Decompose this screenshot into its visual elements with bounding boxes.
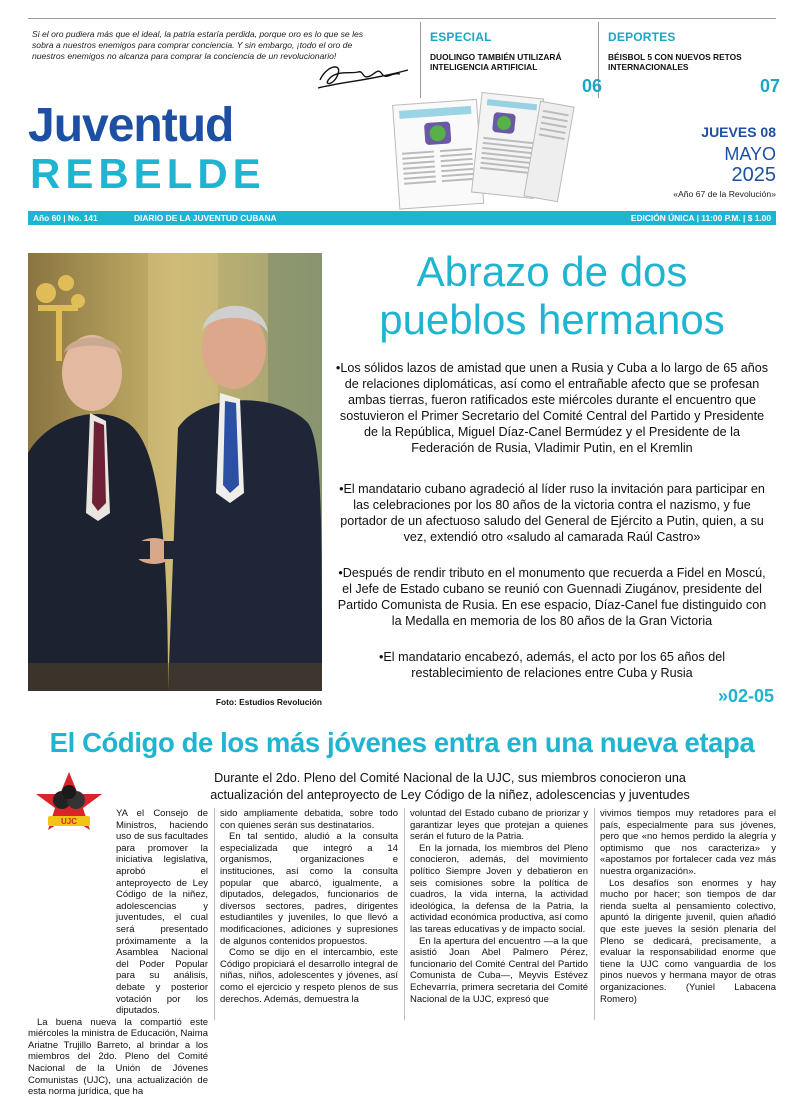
lead-photo [28,253,322,691]
teaser-page: 07 [759,76,780,96]
second-deck: Durante el 2do. Pleno del Comité Nacional de la UJC, sus miembros conocieron una actualización del anteproyecto de Ley Código de la niñez, adolescencias y juventudes [210,771,690,802]
photo-credit: Foto: Estudios Revolución [215,697,322,707]
body-column-3 [410,808,588,1020]
teaser-headline: BÉISBOL 5 CON NUEVOS RETOS INTERNACIONALES [608,52,742,72]
column-rule [594,808,595,1020]
body-paragraph: En la apertura del encuentro —a la que asistió Joan Abel Palmero Pérez, funcionario del Comité Central del Partido Comunista de Cuba—, Meyvis Estévez Echevarría, primera secretaria del Comité Nacional de la UJC, expresó que [410,935,588,1005]
body-paragraph: Los desafíos son enormes y hay mucho por hacer; son tiempos de dar rienda suelta al pensamiento colectivo, apuntó la dirigente juvenil, quien añadió que este jueves la sesión plenaria del Pleno se dedicará, precisamente, a evaluar la responsabilidad enorme que tiene la UJC como vanguardia de los pinos nuevos y hermana mayor de otras organizaciones. (Yuniel Labacena Romero) [600,877,776,1005]
column-rule [404,808,405,1020]
band-edition: EDICIÓN ÚNICA | 11:00 P.M. | $ 1.00 [630,213,771,223]
body-paragraph: YA el Consejo de Ministros, haciendo uso de sus facultades para promover la iniciativa legislativa, aprobó el anteproyecto de Ley Código de la niñez, adolescencias y juventudes, el cual será presentado próximamente a la Asamblea Nacional del Poder Popular para su análisis, debate y posterior votación por los diputados. [116,808,208,1017]
body-paragraph: En la jornada, los miembros del Pleno conocieron, además, del movimiento político Siempre Joven y debatieron en seis comisiones sobre la política de cuadros, la vida interna, la actividad ideológica, la defensa de la Patria, la actividad económica productiva, así como las tareas educativas y de impacto social. [410,842,588,935]
body-paragraph: En tal sentido, aludió a la consulta especializada que integró a 14 organismos, organizaciones e instituciones, así como la consulta popular que abarcó, igualmente, a diputados, delegados, funcionarios de diversos sectores, padres, dirigentes estudiantiles y juveniles, lo que llevó a modificaciones, adiciones y supresiones de algunos contenidos propuestos. [220,831,398,947]
masthead-band [28,211,776,225]
masthead-title-bottom: REBELDE [30,150,266,197]
body-column-1 [28,808,208,1098]
handshake-photo-icon [28,253,322,691]
anniversary-line: «Año 67 de la Revolución» [673,189,776,199]
date-day: JUEVES 08 [701,124,776,140]
body-column-4 [600,808,776,1020]
top-divider-1 [420,22,421,98]
lead-bullet-3: •Después de rendir tributo en el monumento que recuerda a Fidel en Moscú, el Jefe de Estado cubano se reunió con Guennadi Ziugánov, presidente del Partido Comunista de Rusia. En ese espacio, Díaz-Canel fue distinguido con la Medalla en memoria de los 80 años de la Gran Victoria [337,566,767,628]
top-rule [28,18,776,19]
body-paragraph: La buena nueva la compartió este miércoles la ministra de Educación, Naima Ariatne Trujillo Barreto, al brindar a los miembros del 2do. Pleno del Comité Nacional de la Unión de Jóvenes Comunistas (UJC), una actualización de esta norma jurídica, que ha [28,1016,208,1098]
lead-bullet-4: •El mandatario encabezó, además, el acto por los 65 años del restablecimiento de relaciones entre Cuba y Rusia [378,650,726,680]
header-quote: Si el oro pudiera más que el ideal, la patria estaría perdida, porque oro es lo que se les sobra a nuestros enemigos para comprar conciencia. Y sin embargo, ¡todo el oro de nuestros enemigos no alcanza para comprar la conciencia de un revolucionario! [32,29,364,61]
teaser-especial[interactable] [430,30,600,98]
body-paragraph: voluntad del Estado cubano de priorizar y garantizar leyes que protejan a quienes serán el futuro de la Patria. [410,808,588,843]
body-column-2 [220,808,398,1020]
band-tagline: DIARIO DE LA JUVENTUD CUBANA [134,213,277,223]
column-rule [214,808,215,1020]
masthead-title-top: Juventud [28,99,234,152]
signature-icon [312,52,412,94]
teaser-section: ESPECIAL [430,30,492,44]
band-issue: Año 60 | No. 141 [33,213,98,223]
logo-text: UJC [60,817,78,826]
date-month: MAYO [724,144,776,164]
lead-bullet-2: •El mandatario cubano agradeció al líder ruso la invitación para participar en las celebraciones por los 80 años de la victoria contra el nazismo, y fue portador de un afectuoso saludo del General de Ejército a Putin, quien, a su vez, extendió otro «saludo al camarada Raúl Castro» [339,482,765,544]
teaser-page: 06 [581,76,602,96]
newspaper-pages-icon [392,92,572,210]
date-year: 2025 [731,164,776,186]
body-paragraph: vivimos tiempos muy retadores para el país, especialmente para sus jóvenes, pero que «no hemos perdido la alegría y optimismo que nos caracteriza» y «apostamos por fortalecer cada vez más nuestra organización». [600,808,776,877]
teaser-headline: DUOLINGO TAMBIÉN UTILIZARÁ INTELIGENCIA ARTIFICIAL [430,52,562,72]
second-headline[interactable]: El Código de los más jóvenes entra en una nueva etapa [49,727,755,758]
lead-page-ref[interactable]: »02-05 [717,686,774,706]
body-paragraph: Como se dijo en el intercambio, este Código propiciará el desarrollo integral de niñas, niños, adolescentes y jóvenes, así como el ejercicio y respeto plenos de sus derechos. Además, demuestra la [220,947,398,1005]
lead-bullet-1: •Los sólidos lazos de amistad que unen a Rusia y Cuba a lo largo de 65 años de relaciones diplomáticas, así como el entrañable afecto que se profesan ambas tierras, fueron ratificados este miércoles durante el encuentro que sostuvieron el Primer Secretario del Comité Central del Partido y Presidente de la República, Miguel Díaz-Canel Bermúdez y el Presidente de la Federación de Rusia, Vladimir Putin, en el Kremlin [335,361,769,455]
teaser-deportes[interactable] [608,30,778,98]
lead-headline[interactable]: Abrazo de dos pueblos hermanos [379,248,725,343]
body-paragraph: sido ampliamente debatida, sobre todo con quienes serán sus destinatarios. [220,808,398,831]
teaser-section: DEPORTES [608,30,676,44]
